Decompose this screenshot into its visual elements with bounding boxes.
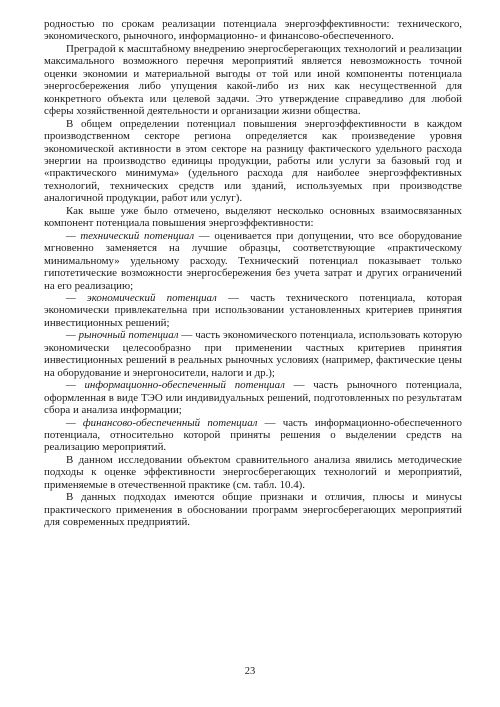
paragraph: В общем определении потенциал повышения энергоэффективности в каждом производственном секторе региона определяется как произведение уровня экономической активности в этом секторе на разницу фактического удельного расхода энергии на производство единицы продукции, работы или услуги за базовый год и «практического минимума» (удельного расхода для наиболее энергоэффективных технологий, технических средств или зданий, используемых при производстве аналогичной продукции, работ или услуг). [44,117,462,205]
definition-text: — оценивается при допущении, что все оборудование мгновенно заменяется на лучшие образцы, соответствующие «практическому минимальному» удельному расходу. Технический потенциал показывает только гипотетические возможности энергосбережения без учета затрат и других ограничений на его реализацию; [44,229,462,292]
definition-item [44,329,462,379]
definition-term: — технический потенциал [66,229,195,242]
definition-item [44,379,462,416]
paragraph: В данном исследовании объектом сравнительного анализа явились методические подходы к оценке эффективности энергосберегающих технологий и мероприятий, применяемые в отечественной практике (см. табл. 10.4). [44,453,462,491]
body-text [44,18,462,529]
definition-item [44,292,462,329]
definition-text: — часть информационно-обеспеченного потенциала, относительно которой приняты решения о выделении средств на реализацию мероприятий. [44,416,462,454]
page-number: 23 [244,666,256,677]
paragraph: Как выше уже было отмечено, выделяют несколько основных взаимосвязанных компонент потенциала повышения энергоэффективности: [44,204,462,230]
definition-text: — часть экономического потенциала, использовать которую экономически целесообразно при применении частных критериев принятия инвестиционных решений в реальных рыночных условиях (например, фактические цены на оборудование и энергоносители, налоги и др.); [44,329,462,379]
paragraph: родностью по срокам реализации потенциала энергоэффективности: технического, экономического, рыночного, информационно- и финансово-обеспеченного. [44,18,462,43]
definition-text: — часть рыночного потенциала, оформленная в виде ТЭО или индивидуальных решений, подготовленных по результатам сбора и анализа информации; [44,379,462,417]
definition-term: — информационно-обеспеченный потенциал [66,379,285,392]
definition-term: — экономический потенциал [66,291,217,304]
definition-item [44,230,462,292]
paragraph: Преградой к масштабному внедрению энергосберегающих технологий и реализации максимального возможного перечня мероприятий является невозможность точной оценки экономии и материальной выгоды от той или иной компоненты потенциала энергосбережения либо упущения какой-либо из них как несущественной для конкретного объекта или целевой задачи. Это утверждение справедливо для любой сферы хозяйственной деятельности и организации жизни общества. [44,42,462,118]
definition-item [44,417,462,454]
paragraph: В данных подходах имеются общие признаки и отличия, плюсы и минусы практического применения в обосновании программ энергосберегающих мероприятий для современных предприятий. [44,491,462,529]
definition-term: — финансово-обеспеченный потенциал [66,416,258,429]
definition-text: — часть технического потенциала, которая экономически привлекательна при использовании установленных критериев принятия инвестиционных решений; [44,291,463,329]
definition-term: — рыночный потенциал [66,329,179,342]
